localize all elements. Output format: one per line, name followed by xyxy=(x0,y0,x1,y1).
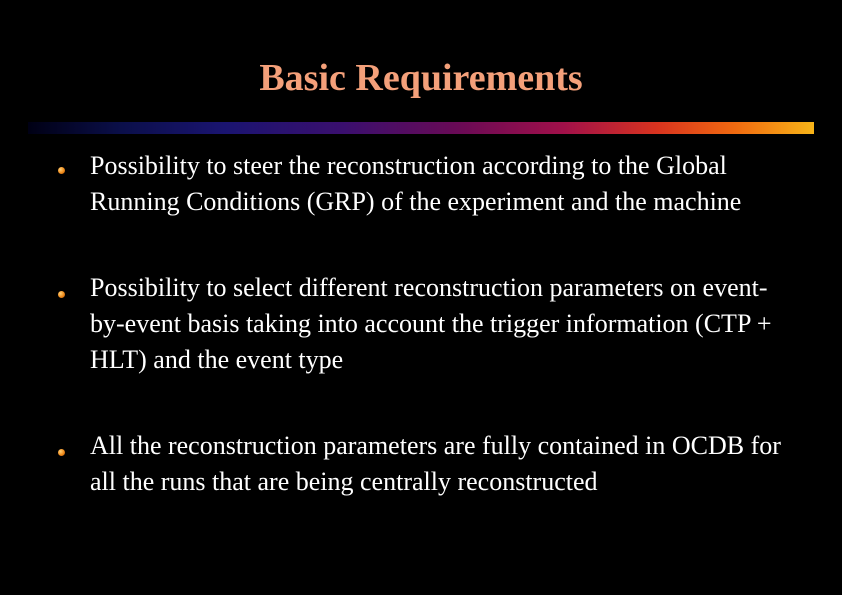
orange-dot-icon xyxy=(58,167,65,174)
orange-dot-icon xyxy=(58,449,65,456)
bullet-text: Possibility to select different reconstruction parameters on event-by-event basis taking into account the trigger information (CTP + HLT) and the event type xyxy=(90,273,772,374)
bullet-text: All the reconstruction parameters are fully contained in OCDB for all the runs that are being centrally reconstructed xyxy=(90,431,781,496)
orange-dot-icon xyxy=(58,291,65,298)
bullet-text: Possibility to steer the reconstruction according to the Global Running Conditions (GRP) of the experiment and the machine xyxy=(90,151,742,216)
title-gradient-divider xyxy=(28,122,814,134)
slide-title: Basic Requirements xyxy=(259,57,583,99)
